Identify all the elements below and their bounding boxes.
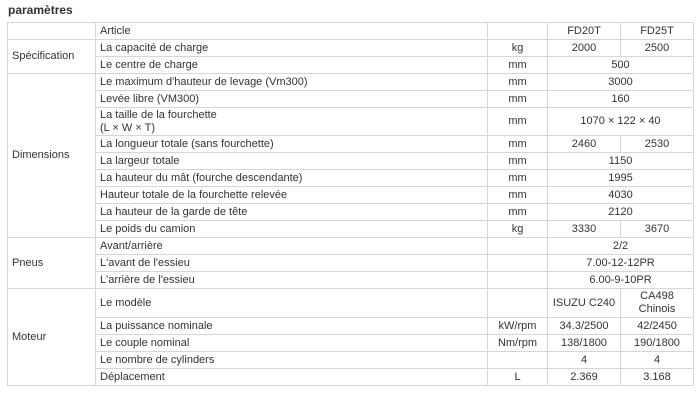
category-specification: Spécification [8, 40, 96, 74]
row-unit: kW/rpm [488, 318, 548, 335]
table-row [8, 335, 694, 352]
row-unit: mm [488, 91, 548, 108]
table-row [8, 187, 694, 204]
row-label: Déplacement [96, 369, 488, 386]
header-model-fd20t: FD20T [548, 23, 621, 40]
table-row [8, 221, 694, 238]
row-value-fd25t: 4 [621, 352, 694, 369]
row-label: Le couple nominal [96, 335, 488, 352]
row-value-shared: 160 [548, 91, 694, 108]
row-unit: kg [488, 40, 548, 57]
row-unit [488, 255, 548, 272]
row-label: La hauteur du mât (fourche descendante) [96, 170, 488, 187]
table-row [8, 74, 694, 91]
table-row [8, 238, 694, 255]
table-row [8, 289, 694, 318]
row-value-fd25t: 3.168 [621, 369, 694, 386]
row-label: Hauteur totale de la fourchette relevée [96, 187, 488, 204]
row-label-line2: (L × W × T) [100, 121, 156, 134]
row-value-shared: 1995 [548, 170, 694, 187]
table-row [8, 108, 694, 136]
table-row [8, 40, 694, 57]
row-label: Levée libre (VM300) [96, 91, 488, 108]
header-row [8, 23, 694, 40]
row-unit [488, 289, 548, 318]
row-unit: mm [488, 57, 548, 74]
row-label: Le centre de charge [96, 57, 488, 74]
category-dimensions: Dimensions [8, 74, 96, 238]
row-label: La longueur totale (sans fourchette) [96, 136, 488, 153]
row-value-shared: 500 [548, 57, 694, 74]
row-unit: kg [488, 221, 548, 238]
header-corner-cell [8, 23, 96, 40]
row-value-fd25t: 190/1800 [621, 335, 694, 352]
row-value-fd20t: ISUZU C240 [548, 289, 621, 318]
table-row [8, 204, 694, 221]
row-value-fd25t: 2530 [621, 136, 694, 153]
row-label: Le nombre de cylinders [96, 352, 488, 369]
row-value-line2: Chinois [638, 303, 676, 315]
row-unit [488, 238, 548, 255]
row-unit: mm [488, 204, 548, 221]
row-value-fd25t: 2500 [621, 40, 694, 57]
row-value-shared: 2/2 [548, 238, 694, 255]
row-value-shared: 1150 [548, 153, 694, 170]
row-unit: L [488, 369, 548, 386]
row-unit: Nm/rpm [488, 335, 548, 352]
specifications-table [7, 22, 694, 386]
row-value-shared: 3000 [548, 74, 694, 91]
row-value-fd20t: 3330 [548, 221, 621, 238]
row-value-shared: 2120 [548, 204, 694, 221]
row-unit [488, 352, 548, 369]
row-label: La puissance nominale [96, 318, 488, 335]
row-unit: mm [488, 187, 548, 204]
row-unit: mm [488, 74, 548, 91]
row-unit [488, 272, 548, 289]
row-label: L'arrière de l'essieu [96, 272, 488, 289]
table-row [8, 57, 694, 74]
category-pneus: Pneus [8, 238, 96, 289]
row-label-line1: La taille de la fourchette [100, 108, 217, 121]
row-unit: mm [488, 136, 548, 153]
header-article: Article [96, 23, 488, 40]
row-unit: mm [488, 108, 548, 136]
row-label: Le maximum d'hauteur de levage (Vm300) [96, 74, 488, 91]
table-row [8, 136, 694, 153]
header-model-fd25t: FD25T [621, 23, 694, 40]
row-label: La largeur totale [96, 153, 488, 170]
row-value-fd20t: 2.369 [548, 369, 621, 386]
category-moteur: Moteur [8, 289, 96, 386]
row-unit: mm [488, 170, 548, 187]
row-label: L'avant de l'essieu [96, 255, 488, 272]
row-label: La capacité de charge [96, 40, 488, 57]
table-row [8, 170, 694, 187]
row-label [96, 108, 488, 136]
table-row [8, 153, 694, 170]
row-label: Le poids du camion [96, 221, 488, 238]
row-value-fd20t: 4 [548, 352, 621, 369]
table-row [8, 91, 694, 108]
row-value-fd25t: 42/2450 [621, 318, 694, 335]
row-value-fd20t: 2460 [548, 136, 621, 153]
row-value-shared: 4030 [548, 187, 694, 204]
row-value-fd20t: 138/1800 [548, 335, 621, 352]
row-value-fd25t [621, 289, 694, 318]
table-row [8, 318, 694, 335]
table-row [8, 369, 694, 386]
row-value-line1: CA498 [640, 290, 674, 302]
table-row [8, 352, 694, 369]
row-unit: mm [488, 153, 548, 170]
table-row [8, 272, 694, 289]
row-value-shared: 6.00-9-10PR [548, 272, 694, 289]
row-label: Le modèle [96, 289, 488, 318]
row-value-fd20t: 34.3/2500 [548, 318, 621, 335]
row-value-shared: 1070 × 122 × 40 [548, 108, 694, 136]
header-unit-cell [488, 23, 548, 40]
row-value-fd25t: 3670 [621, 221, 694, 238]
row-value-shared: 7.00-12-12PR [548, 255, 694, 272]
row-value-fd20t: 2000 [548, 40, 621, 57]
row-label: Avant/arrière [96, 238, 488, 255]
section-heading: paramètres [8, 3, 73, 17]
table-row [8, 255, 694, 272]
row-label: La hauteur de la garde de tête [96, 204, 488, 221]
